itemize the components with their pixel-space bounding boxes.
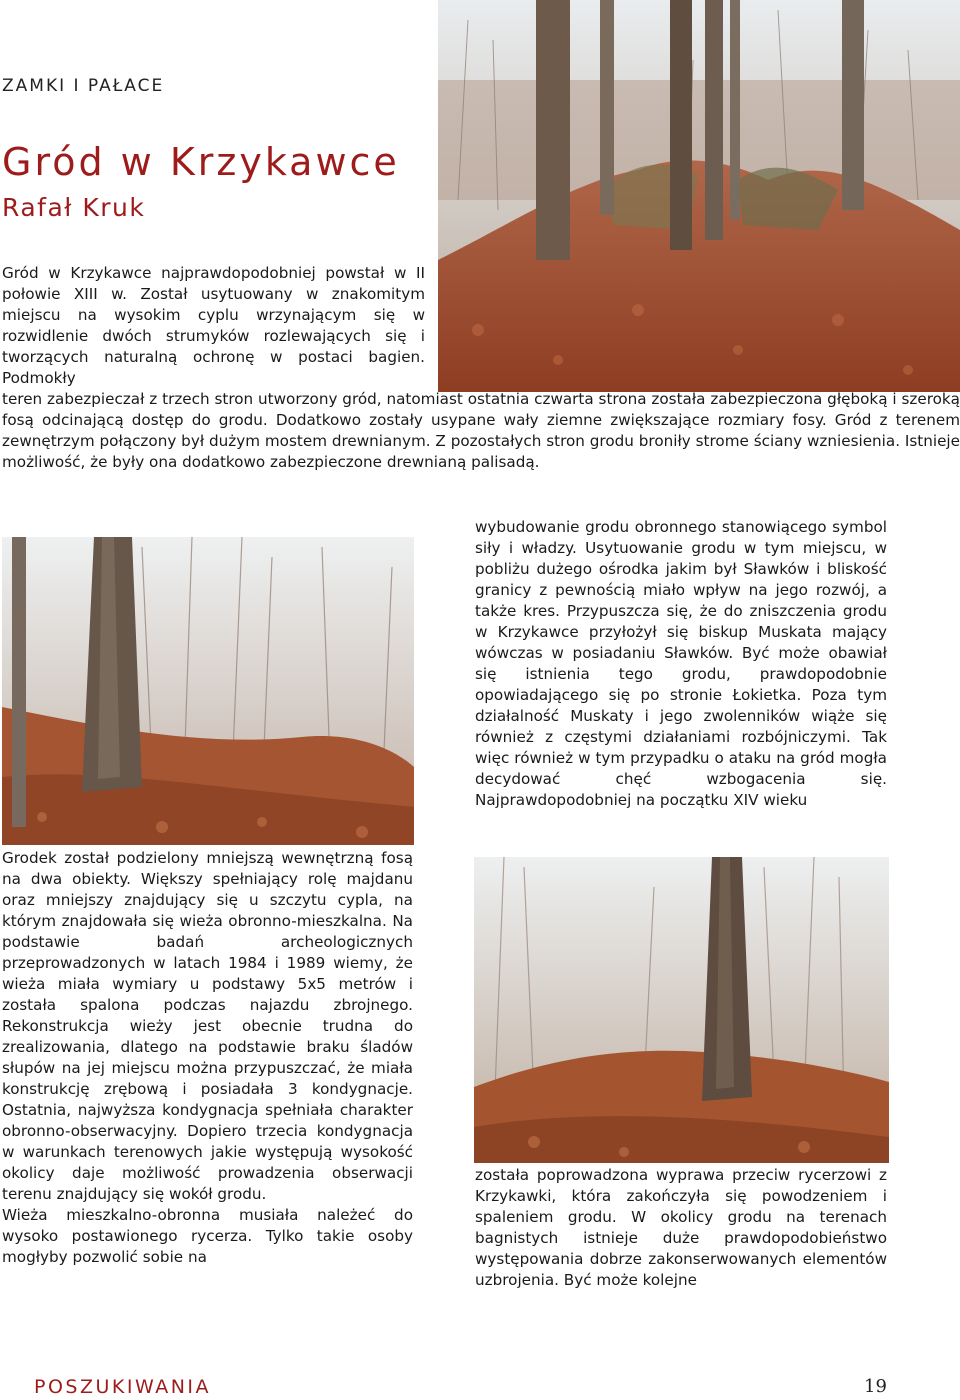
paragraph-intro: Gród w Krzykawce najprawdopodobniej powstał w II połowie XIII w. Został usytuowany w znakomitym miejscu na wysokim cyplu wrzynającym się w rozwidlenie dwóch strumyków rozlewających się i tworzących naturalną ochronę w postaci bagien. Podmokły bbox=[2, 264, 425, 387]
paragraph-tower-part2: Wieża mieszkalno-obronna musiała należeć do wysoko postawionego rycerza. Tylko takie osoby mogłyby pozwolić sobie na bbox=[2, 1206, 413, 1266]
article-title: Gród w Krzykawce bbox=[2, 140, 400, 184]
forest-slope-photo bbox=[2, 537, 414, 845]
lone-beech-photo bbox=[474, 857, 889, 1163]
page-number: 19 bbox=[864, 1376, 887, 1397]
section-label: ZAMKI I PAŁACE bbox=[2, 76, 165, 96]
article-author: Rafał Kruk bbox=[2, 193, 146, 222]
magazine-name: POSZUKIWANIA bbox=[34, 1376, 212, 1398]
paragraph-defenses: teren zabezpieczał z trzech stron utworzony gród, natomiast ostatnia czwarta strona została zabezpieczona głęboką i szeroką fosą odcinającą dostęp do grodu. Dodatkowo zostały usypane wały ziemne zwiększające rozmiary fosy. Gród z terenem zewnętrzym połączony był dużym mostem drewnianym. Z pozostałych stron grodu broniły strome ściany wzniesienia. Istnieje możliwość, że były ona dodatkowo zabezpieczone drewnianą palisadą. bbox=[2, 390, 960, 471]
paragraph-tower bbox=[2, 848, 413, 1268]
paragraph-tower-part1: Grodek został podzielony mniejszą wewnętrzną fosą na dwa obiekty. Większy spełniający rolę majdanu oraz mniejszy znajdujący się u szczytu cypla, na którym znajdowała się wieża obronno-mieszkalna. Na podstawie badań archeologicznych przeprowadzonych w latach 1984 i 1989 wiemy, że wieża miała wymiary u podstawy 5x5 metrów i została spalona podczas najazdu zbrojnego. Rekonstrukcja wieży jest obecnie trudna do zrealizowania, dlatego na podstawie braku śladów słupów na jej miejscu można przypuszczać, że miała konstrukcję zrębową i posiadała 3 kondygnacje. Ostatnia, najwyższa kondygnacja spełniała charakter obronno-obserwacyjny. Dopiero trzecia kondygnacja w warunkach terenowych jakie występują wysokość okolicy daje możliwość prowadzenia obserwacji terenu znajdujący się wokół grodu. bbox=[2, 849, 413, 1203]
paragraph-power: wybudowanie grodu obronnego stanowiącego symbol siły i władzy. Usytuowanie grodu w tym miejscu, w pobliżu dużego ośrodka jakim był Sławków i bliskość granicy z pewnością miało wpływ na jego rozwój, a także kres. Przypuszcza się, że do zniszczenia grodu w Krzykawce przyłożył się biskup Muskata mający wówczas w posiadaniu Sławków. Być może obawiał się istnienia tego grodu, prawdopodobnie opowiadającego się po stronie Łokietka. Poza tym działalność Muskaty i jego zwolenników wiąże się również z częstymi działaniami rozbójniczymi. Tak więc również w tym przypadku o ataku na gród mogła decydować chęć wzbogacenia się. Najprawdopodobniej na początku XIV wieku bbox=[475, 518, 887, 809]
forest-mound-photo bbox=[438, 0, 960, 392]
paragraph-destruction: została poprowadzona wyprawa przeciw rycerzowi z Krzykawki, która zakończyła się powodzeniem i spaleniem grodu. W okolicy grodu na terenach bagnistych istnieje duże prawdopodobieństwo występowania dobrze zakonserwowanych elementów uzbrojenia. Być może kolejne bbox=[475, 1166, 887, 1289]
